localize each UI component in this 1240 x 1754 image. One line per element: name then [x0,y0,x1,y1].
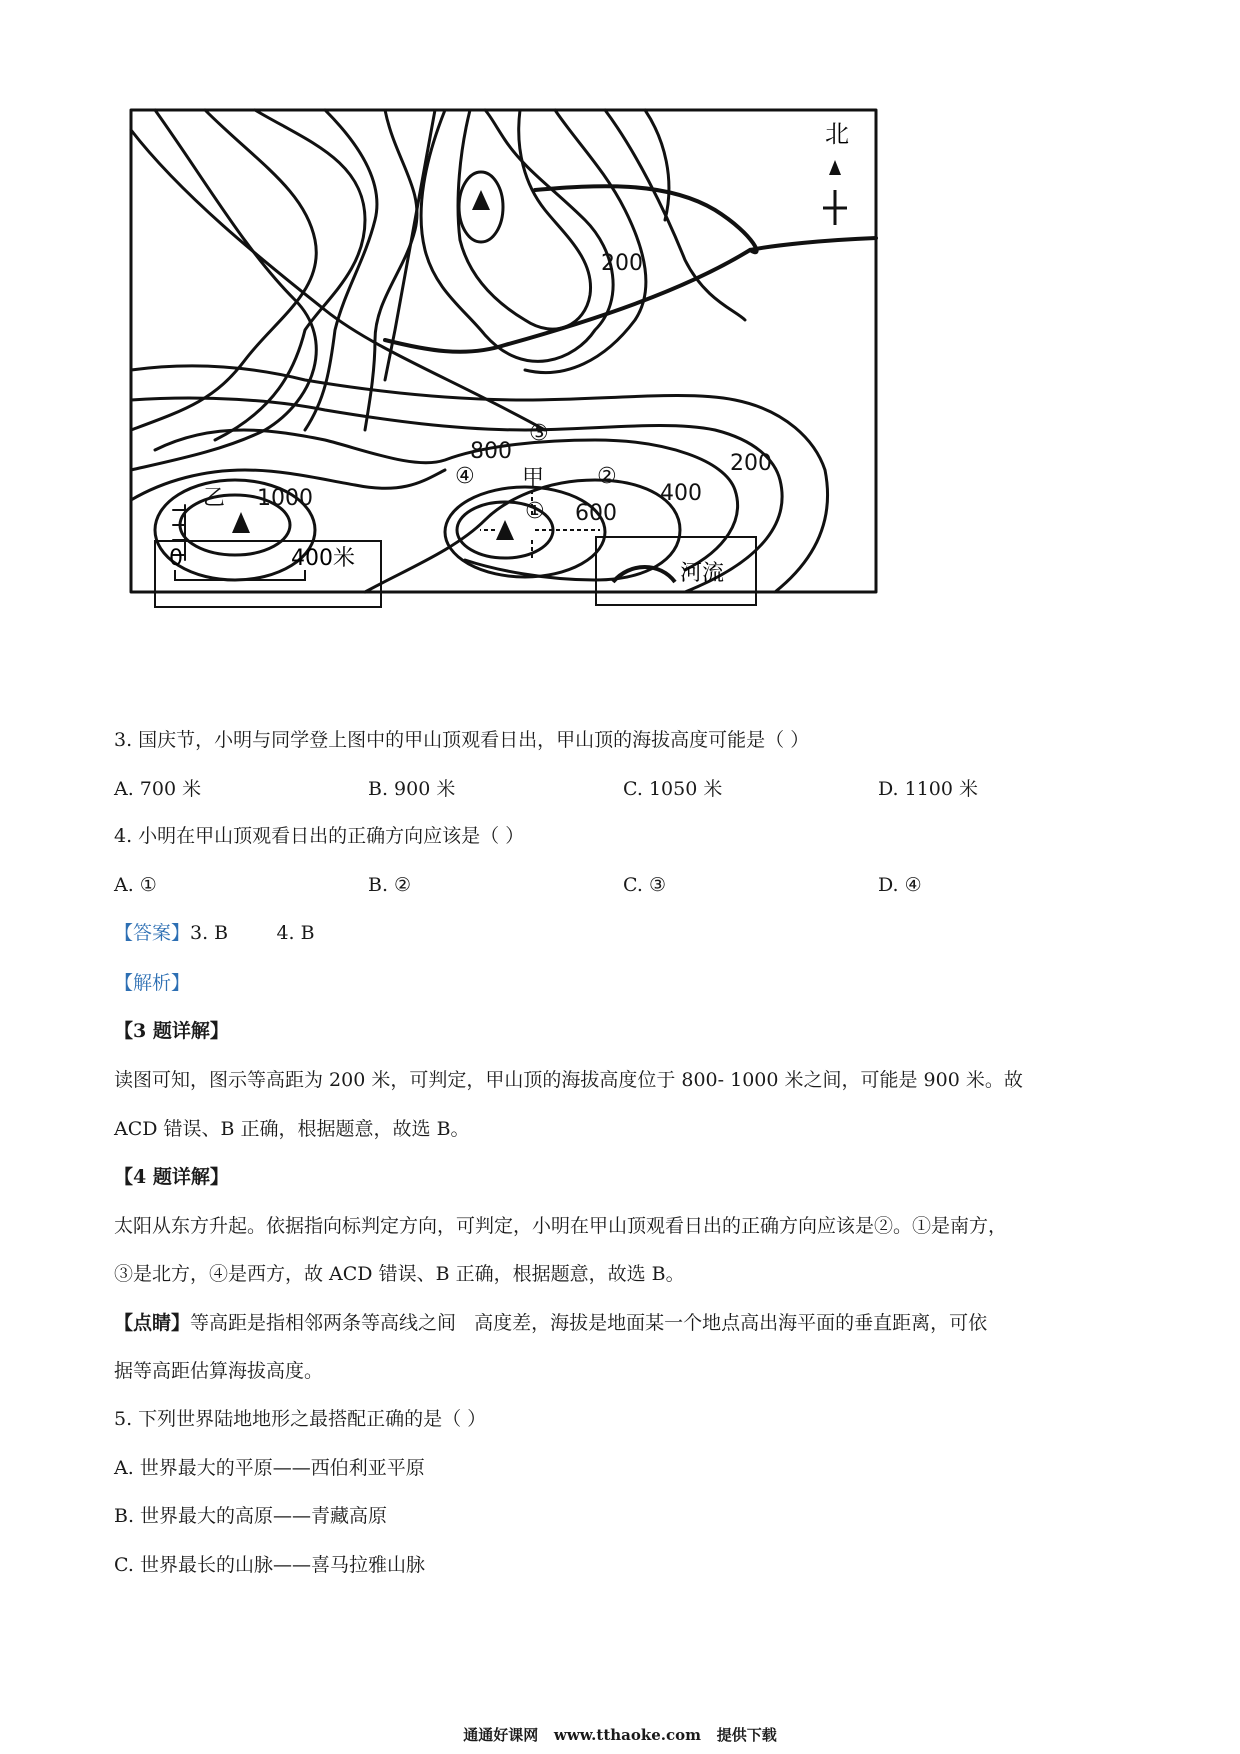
q3-option-c: C. 1050 米 [623,778,723,800]
contour-label: 1000 [257,486,313,511]
detail-4-line: 太阳从东方升起。依据指向标判定方向，可判定，小明在甲山顶观看日出的正确方向应该是②。①是南方， [114,1215,1008,1237]
detail-4-title: 【4 题详解】 [114,1166,229,1188]
detail-4-line: ③是北方，④是西方，故 ACD 错误、B 正确，根据题意，故选 B。 [114,1263,685,1285]
peak-triangle-icon [472,190,490,210]
q5-option-b: B. 世界最大的高原——青藏高原 [114,1505,388,1527]
north-label: 北 [825,120,849,148]
contour-label: 200 [601,251,643,276]
tip-line [114,1310,987,1336]
q4-option-a: A. ① [114,874,157,896]
contour-line [365,110,417,430]
contour-label: 400 [660,481,702,506]
contour-line [385,110,435,380]
scale-start: 0 [169,546,183,571]
point-label-1: ① [525,499,545,524]
contour-label: 600 [575,501,617,526]
point-label-4: ④ [455,464,475,489]
q4-option-c: C. ③ [623,874,666,896]
analysis-tag: 【解析】 [114,972,191,994]
tip-tag: 【点睛】 [114,1312,191,1334]
contour-line [458,110,591,329]
detail-3-line: 读图可知，图示等高距为 200 米，可判定，甲山顶的海拔高度位于 800- 1000 米之间，可能是 900 米。故 [114,1069,1023,1091]
tip-line: 据等高距估算海拔高度。 [114,1360,324,1382]
contour-map [125,100,885,690]
q4-option-d: D. ④ [878,874,922,896]
q3-option-a: A. 700 米 [114,778,202,800]
q3-option-d: D. 1100 米 [878,778,979,800]
q4-stem: 4. 小明在甲山顶观看日出的正确方向应该是（ ） [114,825,525,847]
tip-text: 等高距是指相邻两条等高线之间 高度差，海拔是地面某一个地点高出海平面的垂直距离，可依 [190,1312,988,1334]
answer-line [114,920,315,946]
peak-label-yi: 乙 [203,486,226,511]
contour-line [215,110,365,440]
contour-label: 800 [470,439,512,464]
q3-option-b: B. 900 米 [368,778,456,800]
peak-triangle-icon [232,512,250,533]
q5-stem: 5. 下列世界陆地地形之最搭配正确的是（ ） [114,1408,487,1430]
detail-3-title: 【3 题详解】 [114,1020,229,1042]
river-legend-icon [613,567,675,582]
contour-line [645,110,669,220]
legend-label: 河流 [680,561,725,586]
north-arrow-icon [823,160,847,225]
detail-3-line: ACD 错误、B 正确，根据题意，故选 B。 [114,1118,470,1140]
answer-tag: 【答案】 [114,922,191,944]
q5-option-c: C. 世界最长的山脉——喜马拉雅山脉 [114,1554,425,1576]
footer-text: 通通好课网 www.tthaoke.com 提供下载 [463,1726,777,1744]
q5-option-a: A. 世界最大的平原——西伯利亚平原 [114,1457,425,1479]
scale-end: 400米 [291,546,355,571]
point-label-3: ③ [529,421,549,446]
peak-label-jia: 甲 [522,466,545,491]
contour-line [131,110,316,430]
q3-stem: 3. 国庆节，小明与同学登上图中的甲山顶观看日出，甲山顶的海拔高度可能是（ ） [114,729,810,751]
contour-label: 200 [730,451,772,476]
answer-text: 3. B 4. B [190,922,315,944]
peak-triangle-icon [496,520,514,540]
q4-option-b: B. ② [368,874,412,896]
point-label-2: ② [597,464,617,489]
